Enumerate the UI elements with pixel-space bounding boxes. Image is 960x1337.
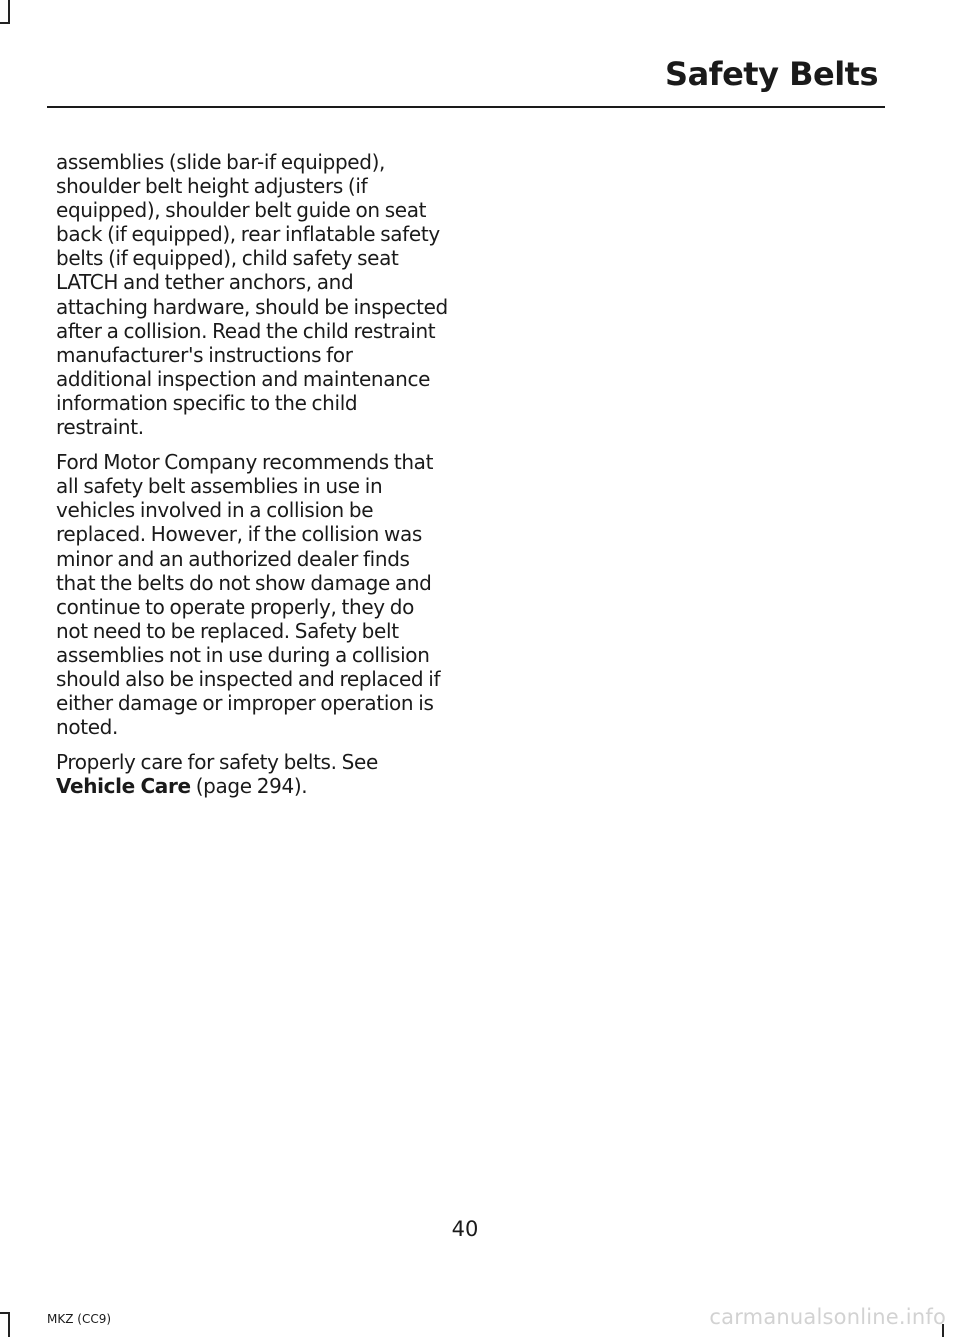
crop-mark-bottom-left-horizontal bbox=[0, 1312, 10, 1314]
crop-mark-bottom-left bbox=[8, 1312, 10, 1337]
main-content bbox=[56, 150, 448, 809]
crop-mark-top-left bbox=[8, 0, 10, 24]
paragraph-care bbox=[56, 750, 448, 798]
crop-mark-top-left-horizontal bbox=[0, 22, 10, 24]
care-text: Properly care for safety belts. See bbox=[56, 750, 378, 775]
page-reference: (page 294). bbox=[195, 774, 308, 799]
paragraph-replacement: Ford Motor Company recommends that all safety belt assemblies in use in vehicles involved in a collision be replaced. However, if the collision was minor and an authorized dealer finds that the belts do not show damage and continue to operate properly, they do not need to be replaced. Safety belt assemblies not in use during a collision should also be inspected and replaced if either damage or improper operation is noted. bbox=[56, 450, 441, 740]
paragraph-inspection: assemblies (slide bar-if equipped), shoulder belt height adjusters (if equipped), shoulder belt guide on seat back (if equipped), rear inflatable safety belts (if equipped), child safety seat LATCH and tether anchors, and attaching hardware, should be inspected after a collision. Read the child restraint manufacturer's instructions for additional inspection and maintenance information specific to the child restraint. bbox=[56, 150, 448, 440]
page-number: 40 bbox=[451, 1217, 479, 1241]
model-code: MKZ (CC9) bbox=[47, 1312, 112, 1326]
title-divider bbox=[47, 106, 885, 108]
page-title: Safety Belts bbox=[665, 55, 878, 93]
vehicle-care-link[interactable]: Vehicle Care bbox=[56, 774, 191, 799]
watermark: carmanualsonline.info bbox=[709, 1305, 946, 1329]
